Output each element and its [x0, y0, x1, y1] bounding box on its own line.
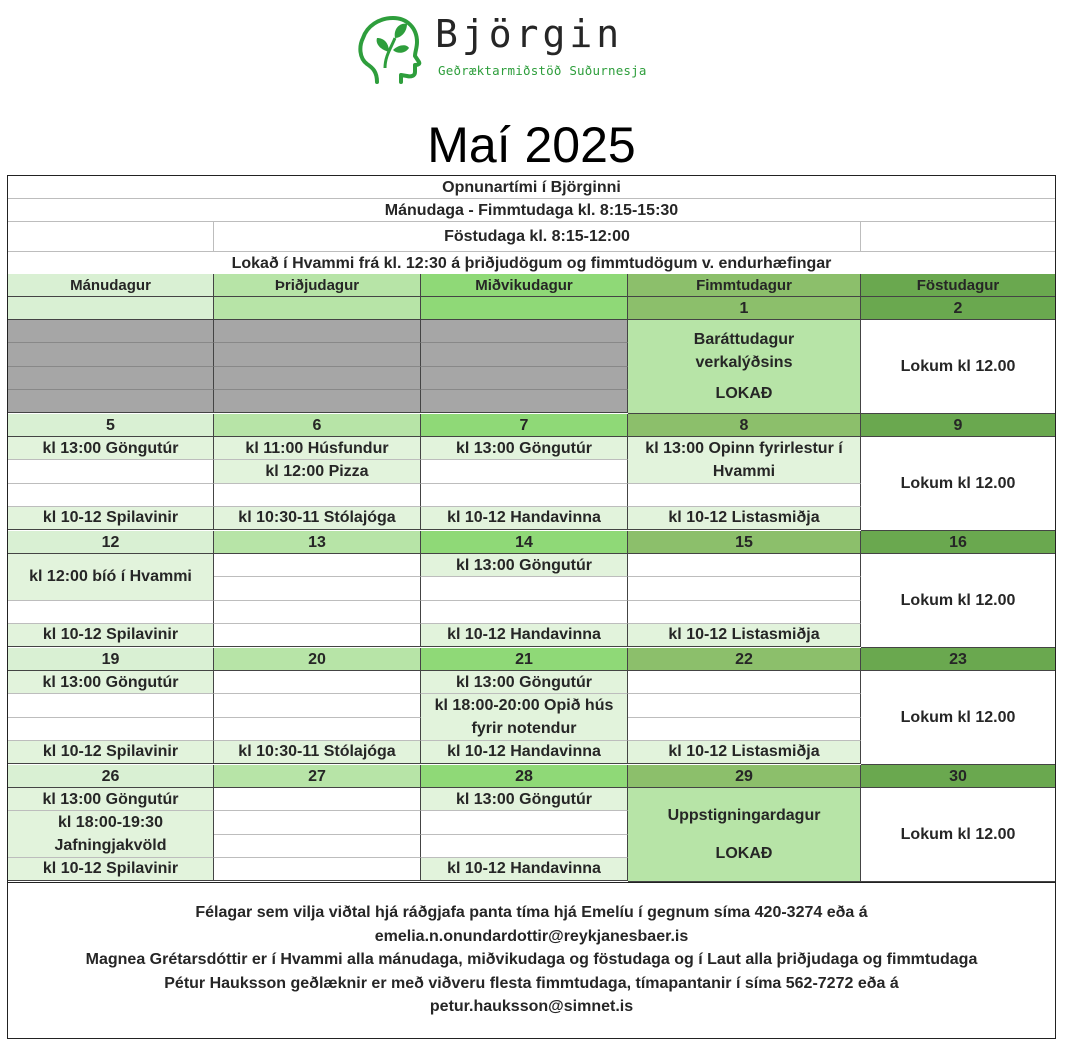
date-cell: 26 [8, 765, 214, 788]
holiday-cell [628, 320, 861, 414]
empty-slot [628, 554, 861, 577]
empty-gray-slot [214, 390, 421, 413]
date-cell: 5 [8, 414, 214, 437]
empty-slot [214, 484, 421, 507]
date-cell: 7 [421, 414, 628, 437]
empty-slot [214, 718, 421, 741]
empty-slot [214, 835, 421, 858]
empty-slot [421, 811, 628, 834]
date-cell: 1 [628, 297, 861, 320]
date-cell: 20 [214, 648, 421, 671]
logo [355, 8, 655, 88]
holiday-name: Uppstigningardagur [667, 806, 821, 824]
empty-gray-slot [8, 320, 214, 343]
empty-gray-slot [421, 390, 628, 413]
friday-note: Lokum kl 12.00 [861, 671, 1055, 765]
activity-cell: kl 13:00 Göngutúr [8, 788, 214, 811]
activity-cell: kl 10:30-11 Stólajóga [214, 507, 421, 530]
info-spacer-right [861, 222, 1055, 252]
date-cell [214, 297, 421, 320]
empty-slot [628, 484, 861, 507]
empty-slot [214, 601, 421, 624]
empty-slot [421, 577, 628, 600]
opening-hours-weekdays: Mánudaga - Fimmtudaga kl. 8:15-15:30 [8, 199, 1055, 222]
empty-slot [214, 671, 421, 694]
empty-gray-slot [421, 343, 628, 366]
friday-note: Lokum kl 12.00 [861, 437, 1055, 531]
empty-slot [8, 460, 214, 483]
activity-cell: kl 12:00 bíó í Hvammi [8, 554, 214, 601]
empty-slot [214, 788, 421, 811]
holiday-cell [628, 788, 861, 882]
date-cell [8, 297, 214, 320]
date-cell: 9 [861, 414, 1055, 437]
activity-cell: kl 10-12 Listasmiðja [628, 507, 861, 530]
activity-cell: kl 18:00-19:30 Jafningjakvöld [8, 811, 214, 858]
activity-cell: kl 13:00 Göngutúr [8, 671, 214, 694]
date-cell: 28 [421, 765, 628, 788]
day-header-thu: Fimmtudagur [628, 274, 861, 297]
footer-line: Magnea Grétarsdóttir er í Hvammi alla mánudaga, miðvikudaga og föstudaga og í Laut alla þriðjudaga og fimmtudaga [85, 951, 978, 968]
friday-note: Lokum kl 12.00 [861, 320, 1055, 414]
empty-gray-slot [214, 320, 421, 343]
activity-cell: kl 10-12 Spilavinir [8, 507, 214, 530]
activity-cell: kl 18:00-20:00 Opið hús fyrir notendur [421, 694, 628, 741]
activity-cell: kl 10:30-11 Stólajóga [214, 741, 421, 764]
date-cell: 6 [214, 414, 421, 437]
activity-cell: kl 13:00 Göngutúr [8, 437, 214, 460]
empty-slot [421, 460, 628, 483]
opening-hours-friday: Föstudaga kl. 8:15-12:00 [214, 222, 861, 252]
friday-note: Lokum kl 12.00 [861, 554, 1055, 648]
date-cell: 19 [8, 648, 214, 671]
activity-cell: kl 13:00 Opinn fyrirlestur í Hvammi [628, 437, 861, 484]
empty-slot [8, 484, 214, 507]
day-header-wed: Miðvikudagur [421, 274, 628, 297]
day-header-tue: Þriðjudagur [214, 274, 421, 297]
empty-gray-slot [8, 343, 214, 366]
date-cell: 22 [628, 648, 861, 671]
day-header-mon: Mánudagur [8, 274, 214, 297]
empty-slot [8, 694, 214, 717]
activity-cell: kl 11:00 Húsfundur [214, 437, 421, 460]
date-cell: 27 [214, 765, 421, 788]
empty-slot [214, 554, 421, 577]
empty-slot [8, 718, 214, 741]
activity-cell: kl 10-12 Handavinna [421, 507, 628, 530]
friday-note: Lokum kl 12.00 [861, 788, 1055, 882]
activity-cell: kl 10-12 Handavinna [421, 741, 628, 764]
date-cell: 16 [861, 531, 1055, 554]
opening-hours-title: Opnunartími í Björginni [8, 176, 1055, 199]
empty-slot [628, 671, 861, 694]
activity-cell: kl 10-12 Spilavinir [8, 858, 214, 881]
empty-slot [421, 835, 628, 858]
date-cell: 13 [214, 531, 421, 554]
info-spacer-left [8, 222, 214, 252]
hvammur-closure-note: Lokað í Hvammi frá kl. 12:30 á þriðjudögum og fimmtudögum v. endurhæfingar [231, 254, 832, 272]
date-cell: 15 [628, 531, 861, 554]
brand-subtitle: Geðræktarmiðstöð Suðurnesja [438, 63, 647, 78]
empty-slot [628, 601, 861, 624]
empty-slot [421, 484, 628, 507]
date-cell: 23 [861, 648, 1055, 671]
activity-cell: kl 10-12 Handavinna [421, 624, 628, 647]
date-cell: 2 [861, 297, 1055, 320]
empty-gray-slot [421, 367, 628, 390]
date-cell: 14 [421, 531, 628, 554]
page-title: Maí 2025 [427, 117, 636, 173]
empty-slot [421, 601, 628, 624]
footer-line: Félagar sem vilja viðtal hjá ráðgjafa panta tíma hjá Emelíu í gegnum síma 420-3274 eða á [195, 904, 868, 921]
date-cell [421, 297, 628, 320]
activity-cell: kl 13:00 Göngutúr [421, 554, 628, 577]
activity-cell: kl 10-12 Listasmiðja [628, 741, 861, 764]
date-cell: 21 [421, 648, 628, 671]
empty-slot [8, 601, 214, 624]
head-leaf-logo-icon [355, 8, 425, 88]
date-cell: 29 [628, 765, 861, 788]
empty-gray-slot [214, 367, 421, 390]
date-cell: 12 [8, 531, 214, 554]
empty-slot [628, 694, 861, 717]
empty-gray-slot [421, 320, 628, 343]
empty-gray-slot [214, 343, 421, 366]
empty-gray-slot [8, 367, 214, 390]
footer-notes [7, 882, 1056, 1039]
empty-slot [214, 811, 421, 834]
activity-cell: kl 10-12 Listasmiðja [628, 624, 861, 647]
empty-slot [628, 718, 861, 741]
closed-label: LOKAÐ [715, 845, 773, 863]
date-cell: 30 [861, 765, 1055, 788]
brand-name: Björgin [435, 12, 624, 56]
closed-label: LOKAÐ [715, 385, 773, 402]
empty-slot [214, 694, 421, 717]
activity-cell: kl 10-12 Handavinna [421, 858, 628, 881]
activity-cell: kl 12:00 Pizza [214, 460, 421, 483]
activity-cell: kl 13:00 Göngutúr [421, 671, 628, 694]
footer-line: Pétur Hauksson geðlæknir er með viðveru flesta fimmtudaga, tímapantanir í síma 562-7272 eða á [164, 974, 899, 992]
activity-cell: kl 10-12 Spilavinir [8, 741, 214, 764]
day-header-fri: Föstudagur [861, 274, 1055, 297]
empty-gray-slot [8, 390, 214, 413]
empty-slot [214, 858, 421, 881]
footer-email-link[interactable]: emelia.n.onundardottir@reykjanesbaer.is [374, 927, 689, 945]
activity-cell: kl 10-12 Spilavinir [8, 624, 214, 647]
empty-slot [214, 624, 421, 647]
activity-cell: kl 13:00 Göngutúr [421, 437, 628, 460]
date-cell: 8 [628, 414, 861, 437]
activity-cell: kl 13:00 Göngutúr [421, 788, 628, 811]
holiday-name: Baráttudagur verkalýðsins [693, 331, 795, 371]
empty-slot [628, 577, 861, 600]
footer-email-link[interactable]: petur.hauksson@simnet.is [429, 998, 634, 1015]
empty-slot [214, 577, 421, 600]
